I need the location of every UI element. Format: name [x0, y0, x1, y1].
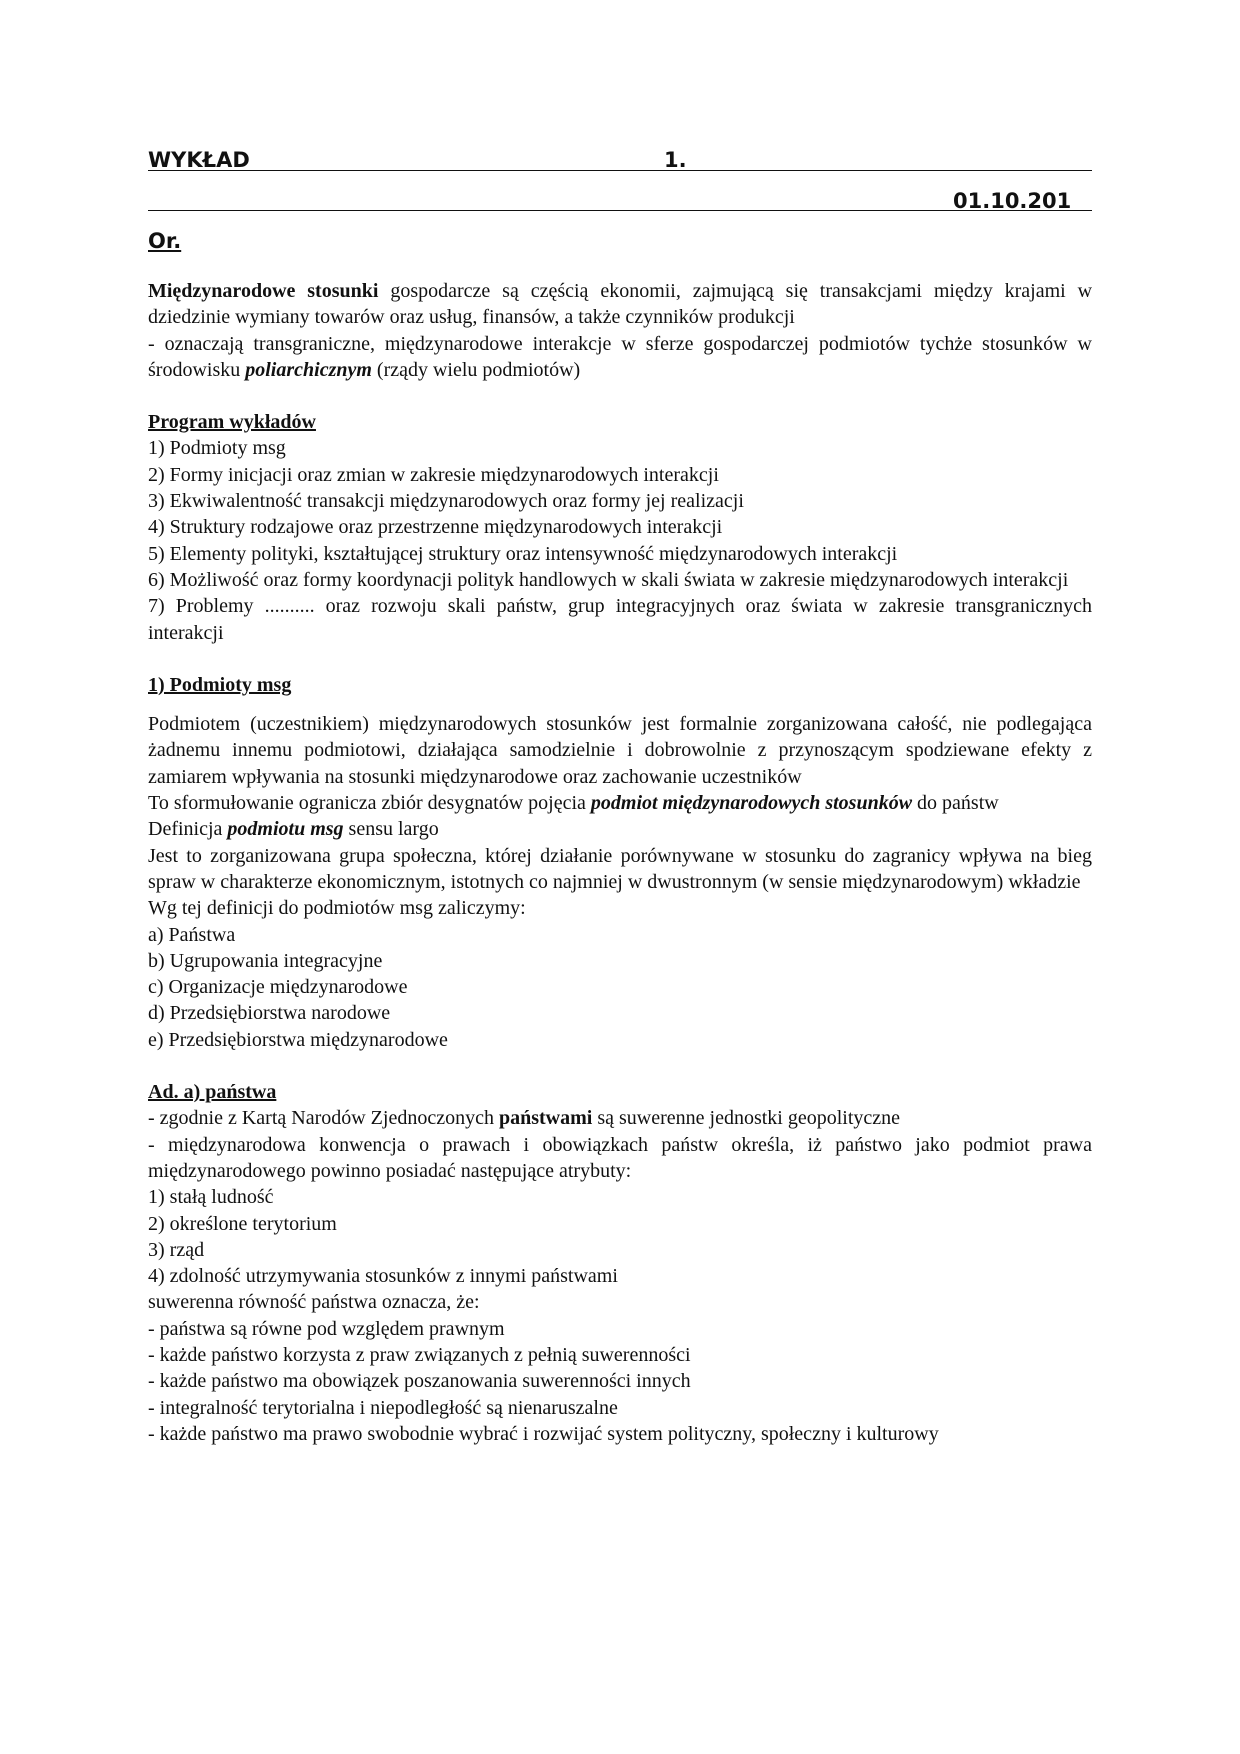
sovereignty-point: - państwa są równe pod względem prawnym [148, 1317, 505, 1340]
sovereignty-point: - każde państwo korzysta z praw związanych z pełnią suwerenności [148, 1343, 691, 1366]
program-item: 6) Możliwość oraz formy koordynacji polityk handlowych w skali świata w zakresie międzynarodowych interakcji [148, 568, 1069, 591]
list-item: a) Państwa [148, 923, 236, 946]
definition-paragraph: Podmiotem (uczestnikiem) międzynarodowych stosunków jest formalnie zorganizowana całość, nie podlegająca żadnemu innemu podmiotowi, działająca samodzielnie i dobrowolnie z przynoszącym spodziewane efekty z zamiarem wpływania na stosunki międzynarodowe oraz zachowanie uczestników [148, 713, 1092, 788]
list-item: c) Organizacje międzynarodowe [148, 976, 408, 999]
sovereignty-point: - każde państwo ma prawo swobodnie wybrać i rozwijać system polityczny, społeczny i kulturowy [148, 1422, 939, 1445]
sovereignty-point: - każde państwo ma obowiązek poszanowania suwerenności innych [148, 1370, 691, 1393]
attribute-item: 4) zdolność utrzymywania stosunków z innymi państwami [148, 1265, 618, 1288]
list-item: d) Przedsiębiorstwa narodowe [148, 1002, 391, 1025]
definition-text: Jest to zorganizowana grupa społeczna, której działanie porównywane w stosunku do zagranicy wpływa na bieg spraw w charakterze ekonomicznym, istotnych co najmniej w dwustronnym (w sensie międzynarodowym) wkładzie [148, 844, 1092, 893]
term-podmiotu-msg: podmiotu msg [227, 818, 344, 841]
document-body [148, 226, 1092, 1447]
program-item: 2) Formy inicjacji oraz zmian w zakresie międzynarodowych interakcji [148, 463, 719, 486]
attribute-item: 3) rząd [148, 1238, 205, 1261]
term-podmiot: podmiot międzynarodowych stosunków [590, 792, 913, 815]
header-rule-top [148, 170, 1092, 171]
program-heading: Program wykładów [148, 411, 316, 434]
term-panstwami: państwami [498, 1107, 593, 1130]
section-heading-panstwa: Ad. a) państwa [148, 1081, 277, 1104]
sovereignty-point: - integralność terytorialna i niepodległość są nienaruszalne [148, 1396, 618, 1419]
convention-paragraph: - międzynarodowa konwencja o prawach i obowiązkach państw określa, iż państwo jako podmiot prawa międzynarodowego powinno posiadać następujące atrybuty: [148, 1133, 1092, 1182]
intro-lead-term: Międzynarodowe stosunki [148, 280, 379, 302]
lecture-title: WYKŁAD [148, 148, 250, 172]
attribute-item: 2) określone terytorium [148, 1212, 337, 1235]
author-initials: Or. [148, 229, 182, 253]
term-poliarchic: poliarchicznym [245, 358, 372, 381]
list-item: b) Ugrupowania integracyjne [148, 949, 383, 972]
un-charter-line: - zgodnie z Kartą Narodów Zjednoczonych państwami są suwerenne jednostki geopolityczne [148, 1107, 901, 1130]
intro-paragraph: Międzynarodowe stosunki gospodarcze są częścią ekonomii, zajmującą się transakcjami między krajami w dziedzinie wymiany towarów oraz usług, finansów, a także czynników produkcji [148, 280, 1093, 329]
program-item: 7) Problemy .......... oraz rozwoju skali państw, grup integracyjnych oraz świata w zakresie transgranicznych interakcji [148, 595, 1092, 644]
definition-label: Definicja podmiotu msg sensu largo [148, 818, 439, 841]
header-rule-bottom [148, 210, 1092, 211]
program-item: 1) Podmioty msg [148, 437, 286, 460]
intro-paragraph-2: - oznaczają transgraniczne, międzynarodowe interakcje w sferze gospodarczej podmiotów tychże stosunków w środowisku poliarchicznym (rządy wielu podmiotów) [148, 332, 1092, 381]
list-intro: Wg tej definicji do podmiotów msg zaliczymy: [148, 897, 526, 920]
lecture-number: 1. [664, 148, 687, 172]
lecture-date: 01.10.201 [953, 189, 1072, 213]
list-item: e) Przedsiębiorstwa międzynarodowe [148, 1028, 448, 1051]
attribute-item: 1) stałą ludność [148, 1186, 274, 1209]
program-item: 4) Struktury rodzajowe oraz przestrzenne międzynarodowych interakcji [148, 516, 723, 539]
scope-paragraph: To sformułowanie ogranicza zbiór desygnatów pojęcia podmiot międzynarodowych stosunków do państw [148, 792, 999, 815]
program-item: 3) Ekwiwalentność transakcji międzynarodowych oraz formy jej realizacji [148, 490, 744, 513]
section-heading-podmioty: 1) Podmioty msg [148, 673, 292, 696]
program-item: 5) Elementy polityki, kształtującej struktury oraz intensywność międzynarodowych interakcji [148, 542, 898, 565]
sovereignty-intro: suwerenna równość państwa oznacza, że: [148, 1291, 480, 1314]
